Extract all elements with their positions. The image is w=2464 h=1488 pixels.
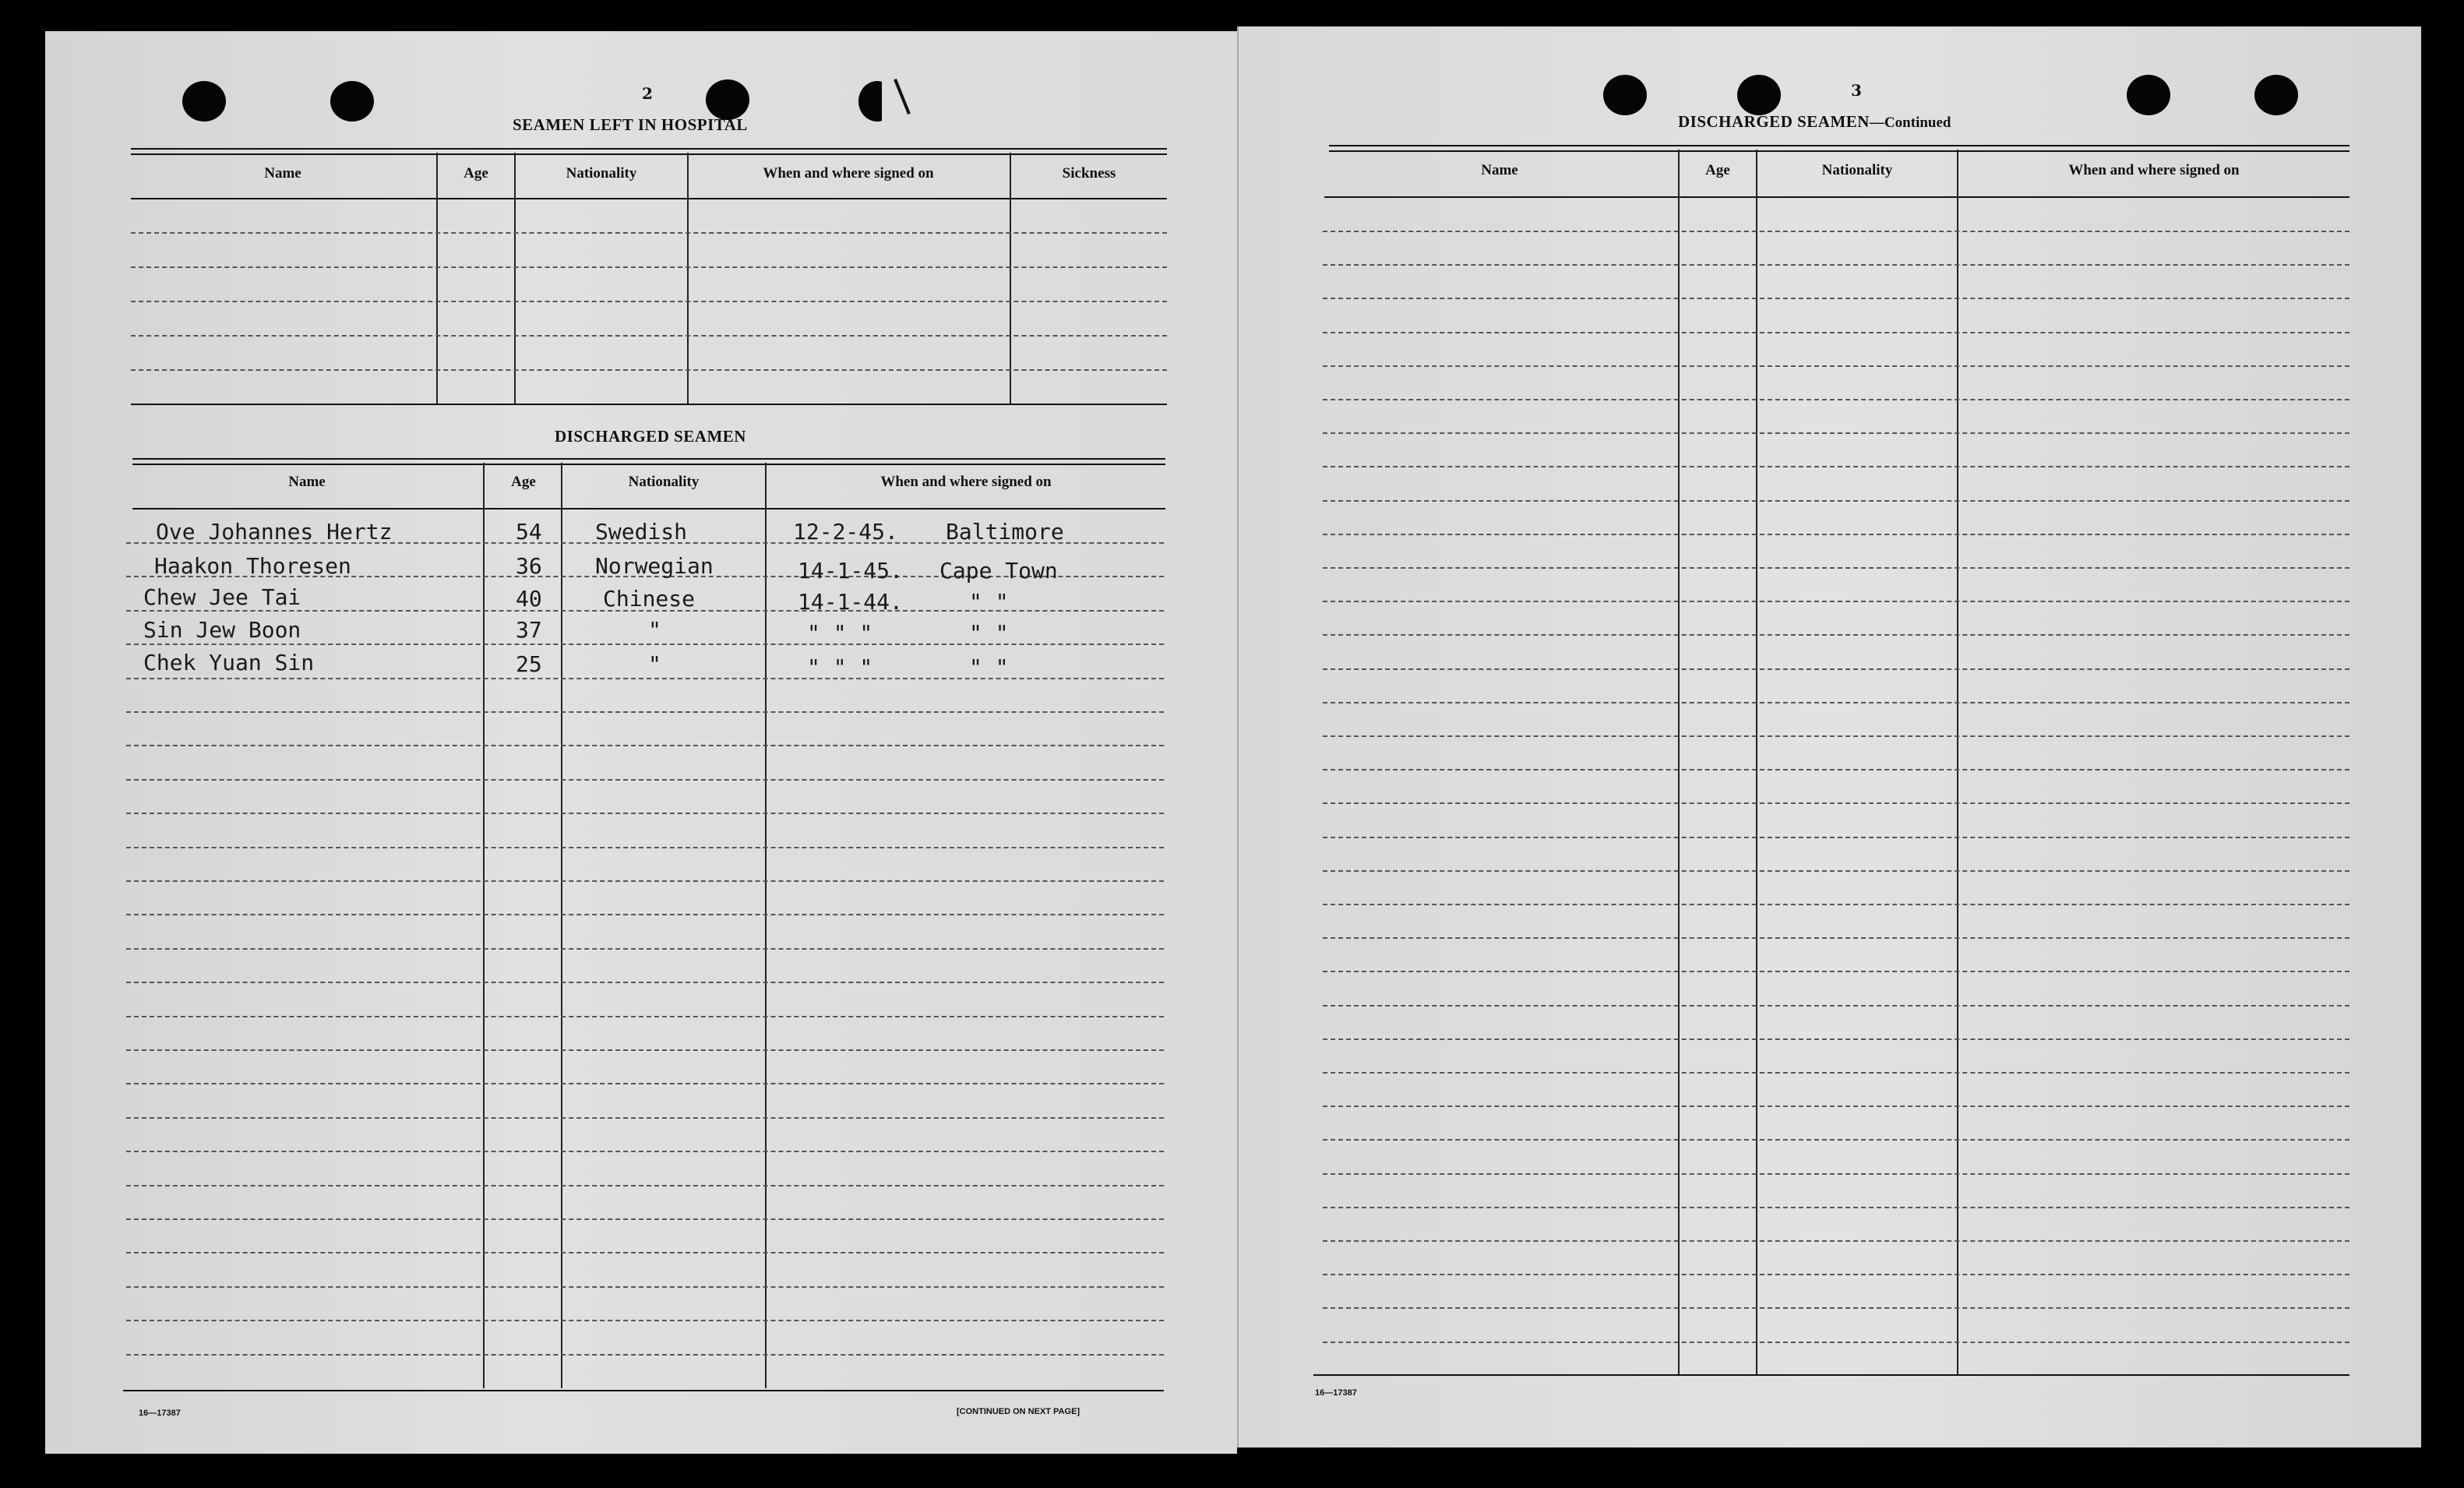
seaman-nationality: Swedish	[595, 519, 688, 545]
ruled-line	[1323, 735, 2349, 737]
signed-on-place: " "	[969, 589, 1009, 615]
ruled-line	[126, 1016, 1164, 1017]
hospital-col-age: Age	[464, 165, 488, 182]
page-number: 3	[1851, 81, 1862, 100]
ruled-line	[126, 1083, 1164, 1084]
ruled-line	[1323, 231, 2349, 232]
seaman-nationality: Norwegian	[595, 553, 714, 579]
right-col-nationality: Nationality	[1821, 162, 1893, 178]
ruled-line	[1323, 769, 2349, 770]
ruled-line	[1323, 668, 2349, 670]
seaman-name: Haakon Thoresen	[154, 553, 351, 579]
discharged-header-bottom-rule	[132, 508, 1165, 510]
ruled-line	[1323, 298, 2349, 299]
hospital-section-title: SEAMEN LEFT IN HOSPITAL	[513, 115, 748, 134]
ruled-line	[1323, 1038, 2349, 1040]
ruled-line	[126, 1117, 1164, 1119]
ruled-line	[126, 1185, 1164, 1187]
discharged-continued-title	[1678, 112, 1951, 132]
ruled-line	[126, 847, 1164, 848]
signed-on-place: Cape Town	[939, 558, 1058, 584]
right-col-divider	[1678, 150, 1680, 1374]
seaman-nationality: "	[648, 617, 661, 643]
punch-hole-icon	[2254, 75, 2298, 115]
discharged-col-age: Age	[511, 474, 536, 490]
page-number: 2	[642, 84, 653, 103]
ruled-line	[126, 1252, 1164, 1254]
right-col-age: Age	[1705, 162, 1730, 178]
ruled-line	[1323, 802, 2349, 804]
ruled-line	[1323, 904, 2349, 905]
ruled-line	[126, 711, 1164, 713]
discharged-col-nationality: Nationality	[628, 474, 700, 490]
ruled-line	[1323, 870, 2349, 872]
ruled-line	[1323, 500, 2349, 502]
signed-on-date: 12-2-45.	[793, 519, 898, 545]
signed-on-place: Baltimore	[946, 519, 1064, 545]
ruled-line	[1323, 1072, 2349, 1074]
ruled-line	[126, 779, 1164, 781]
signed-on-date: 14-1-44.	[798, 589, 903, 615]
seaman-name: Ove Johannes Hertz	[156, 519, 393, 545]
discharged-col-divider	[765, 463, 767, 1388]
signed-on-place: " "	[969, 620, 1009, 646]
seaman-age: 36	[516, 553, 542, 579]
punch-hole-icon	[706, 79, 749, 120]
seaman-age: 40	[516, 586, 542, 612]
punch-hole-icon	[330, 81, 374, 122]
hospital-row-line	[131, 301, 1167, 302]
hospital-col-sickness: Sickness	[1062, 165, 1116, 182]
right-page	[1237, 26, 2421, 1447]
ruled-line	[1323, 1105, 2349, 1107]
punch-hole-icon	[1737, 75, 1781, 115]
hospital-row-line	[131, 232, 1167, 234]
seaman-age: 54	[516, 519, 542, 545]
seaman-name: Sin Jew Boon	[143, 617, 301, 643]
ruled-line	[1323, 837, 2349, 838]
title-text: DISCHARGED SEAMEN	[1678, 112, 1870, 131]
ruled-line	[1323, 1240, 2349, 1242]
signed-on-date: " " "	[807, 654, 873, 680]
hospital-header-rule	[131, 148, 1167, 155]
right-header-rule	[1329, 145, 2349, 152]
discharged-col-when-where: When and where signed on	[880, 474, 1052, 490]
seaman-name: Chek Yuan Sin	[143, 650, 315, 675]
discharged-bottom-rule	[123, 1390, 1164, 1391]
punch-hole-icon	[2127, 75, 2170, 115]
ruled-line	[1323, 601, 2349, 602]
discharged-col-name: Name	[288, 474, 326, 490]
ruled-line	[1323, 466, 2349, 467]
hospital-col-nationality: Nationality	[566, 165, 637, 182]
right-col-when-where: When and where signed on	[2068, 162, 2240, 178]
hospital-row-line	[131, 335, 1167, 337]
hospital-col-divider	[514, 153, 516, 404]
ruled-line	[126, 745, 1164, 746]
ruled-line	[1323, 365, 2349, 367]
discharged-col-divider	[561, 463, 562, 1388]
ruled-line	[126, 1218, 1164, 1220]
ruled-line	[126, 880, 1164, 882]
ruled-line	[126, 1354, 1164, 1356]
right-bottom-rule	[1313, 1374, 2349, 1376]
ruled-line	[126, 914, 1164, 915]
hospital-row-line	[131, 266, 1167, 268]
ruled-line	[1323, 1005, 2349, 1007]
continued-note: [CONTINUED ON NEXT PAGE]	[957, 1407, 1080, 1416]
hospital-col-divider	[436, 153, 438, 404]
seaman-nationality: Chinese	[603, 586, 696, 612]
ruled-line	[126, 1049, 1164, 1051]
punch-hole-icon	[1603, 75, 1647, 115]
signed-on-date: " " "	[807, 620, 873, 646]
ruled-line	[1323, 332, 2349, 333]
title-suffix: —Continued	[1869, 115, 1951, 131]
ruled-line	[1323, 1139, 2349, 1141]
discharged-header-rule	[132, 458, 1165, 465]
right-col-divider	[1957, 150, 1958, 1374]
seaman-age: 25	[516, 651, 542, 677]
seaman-age: 37	[516, 617, 542, 643]
ruled-line	[1323, 1173, 2349, 1175]
signed-on-place: " "	[969, 654, 1009, 680]
ruled-line	[1323, 567, 2349, 569]
ruled-line	[1323, 1207, 2349, 1208]
right-col-name: Name	[1481, 162, 1518, 178]
ruled-line	[1323, 1342, 2349, 1343]
ruled-line	[126, 948, 1164, 950]
discharged-col-divider	[483, 463, 485, 1388]
form-number: 16—17387	[139, 1409, 181, 1418]
pen-mark	[894, 79, 911, 115]
ruled-line	[1323, 1274, 2349, 1275]
ruled-line	[1323, 534, 2349, 535]
ruled-line	[126, 1151, 1164, 1152]
seaman-nationality: "	[648, 651, 661, 677]
signed-on-date: 14-1-45.	[798, 558, 903, 584]
ruled-line	[1323, 634, 2349, 636]
hospital-row-line	[131, 369, 1167, 371]
ruled-line	[1323, 937, 2349, 939]
ruled-line	[126, 1286, 1164, 1288]
ruled-line	[1323, 264, 2349, 266]
punch-hole-icon	[182, 81, 226, 122]
ruled-line	[1323, 1307, 2349, 1309]
ruled-line	[126, 813, 1164, 814]
discharged-section-title: DISCHARGED SEAMEN	[555, 427, 746, 446]
hospital-bottom-rule	[131, 404, 1167, 405]
ruled-line	[126, 1320, 1164, 1321]
left-page	[45, 31, 1237, 1454]
ruled-line	[126, 982, 1164, 983]
punch-hole-icon	[858, 81, 896, 122]
seaman-name: Chew Jee Tai	[143, 584, 301, 610]
ruled-line	[1323, 702, 2349, 703]
form-number: 16—17387	[1315, 1388, 1357, 1398]
hospital-col-divider	[687, 153, 689, 404]
hospital-header-bottom-rule	[131, 198, 1167, 199]
hospital-col-when-where: When and where signed on	[763, 165, 934, 182]
hospital-col-divider	[1010, 153, 1011, 404]
ruled-line	[1323, 432, 2349, 434]
ruled-line	[1323, 971, 2349, 972]
ruled-line	[1323, 399, 2349, 400]
right-header-bottom-rule	[1324, 196, 2349, 198]
hospital-col-name: Name	[264, 165, 301, 182]
right-col-divider	[1756, 150, 1757, 1374]
